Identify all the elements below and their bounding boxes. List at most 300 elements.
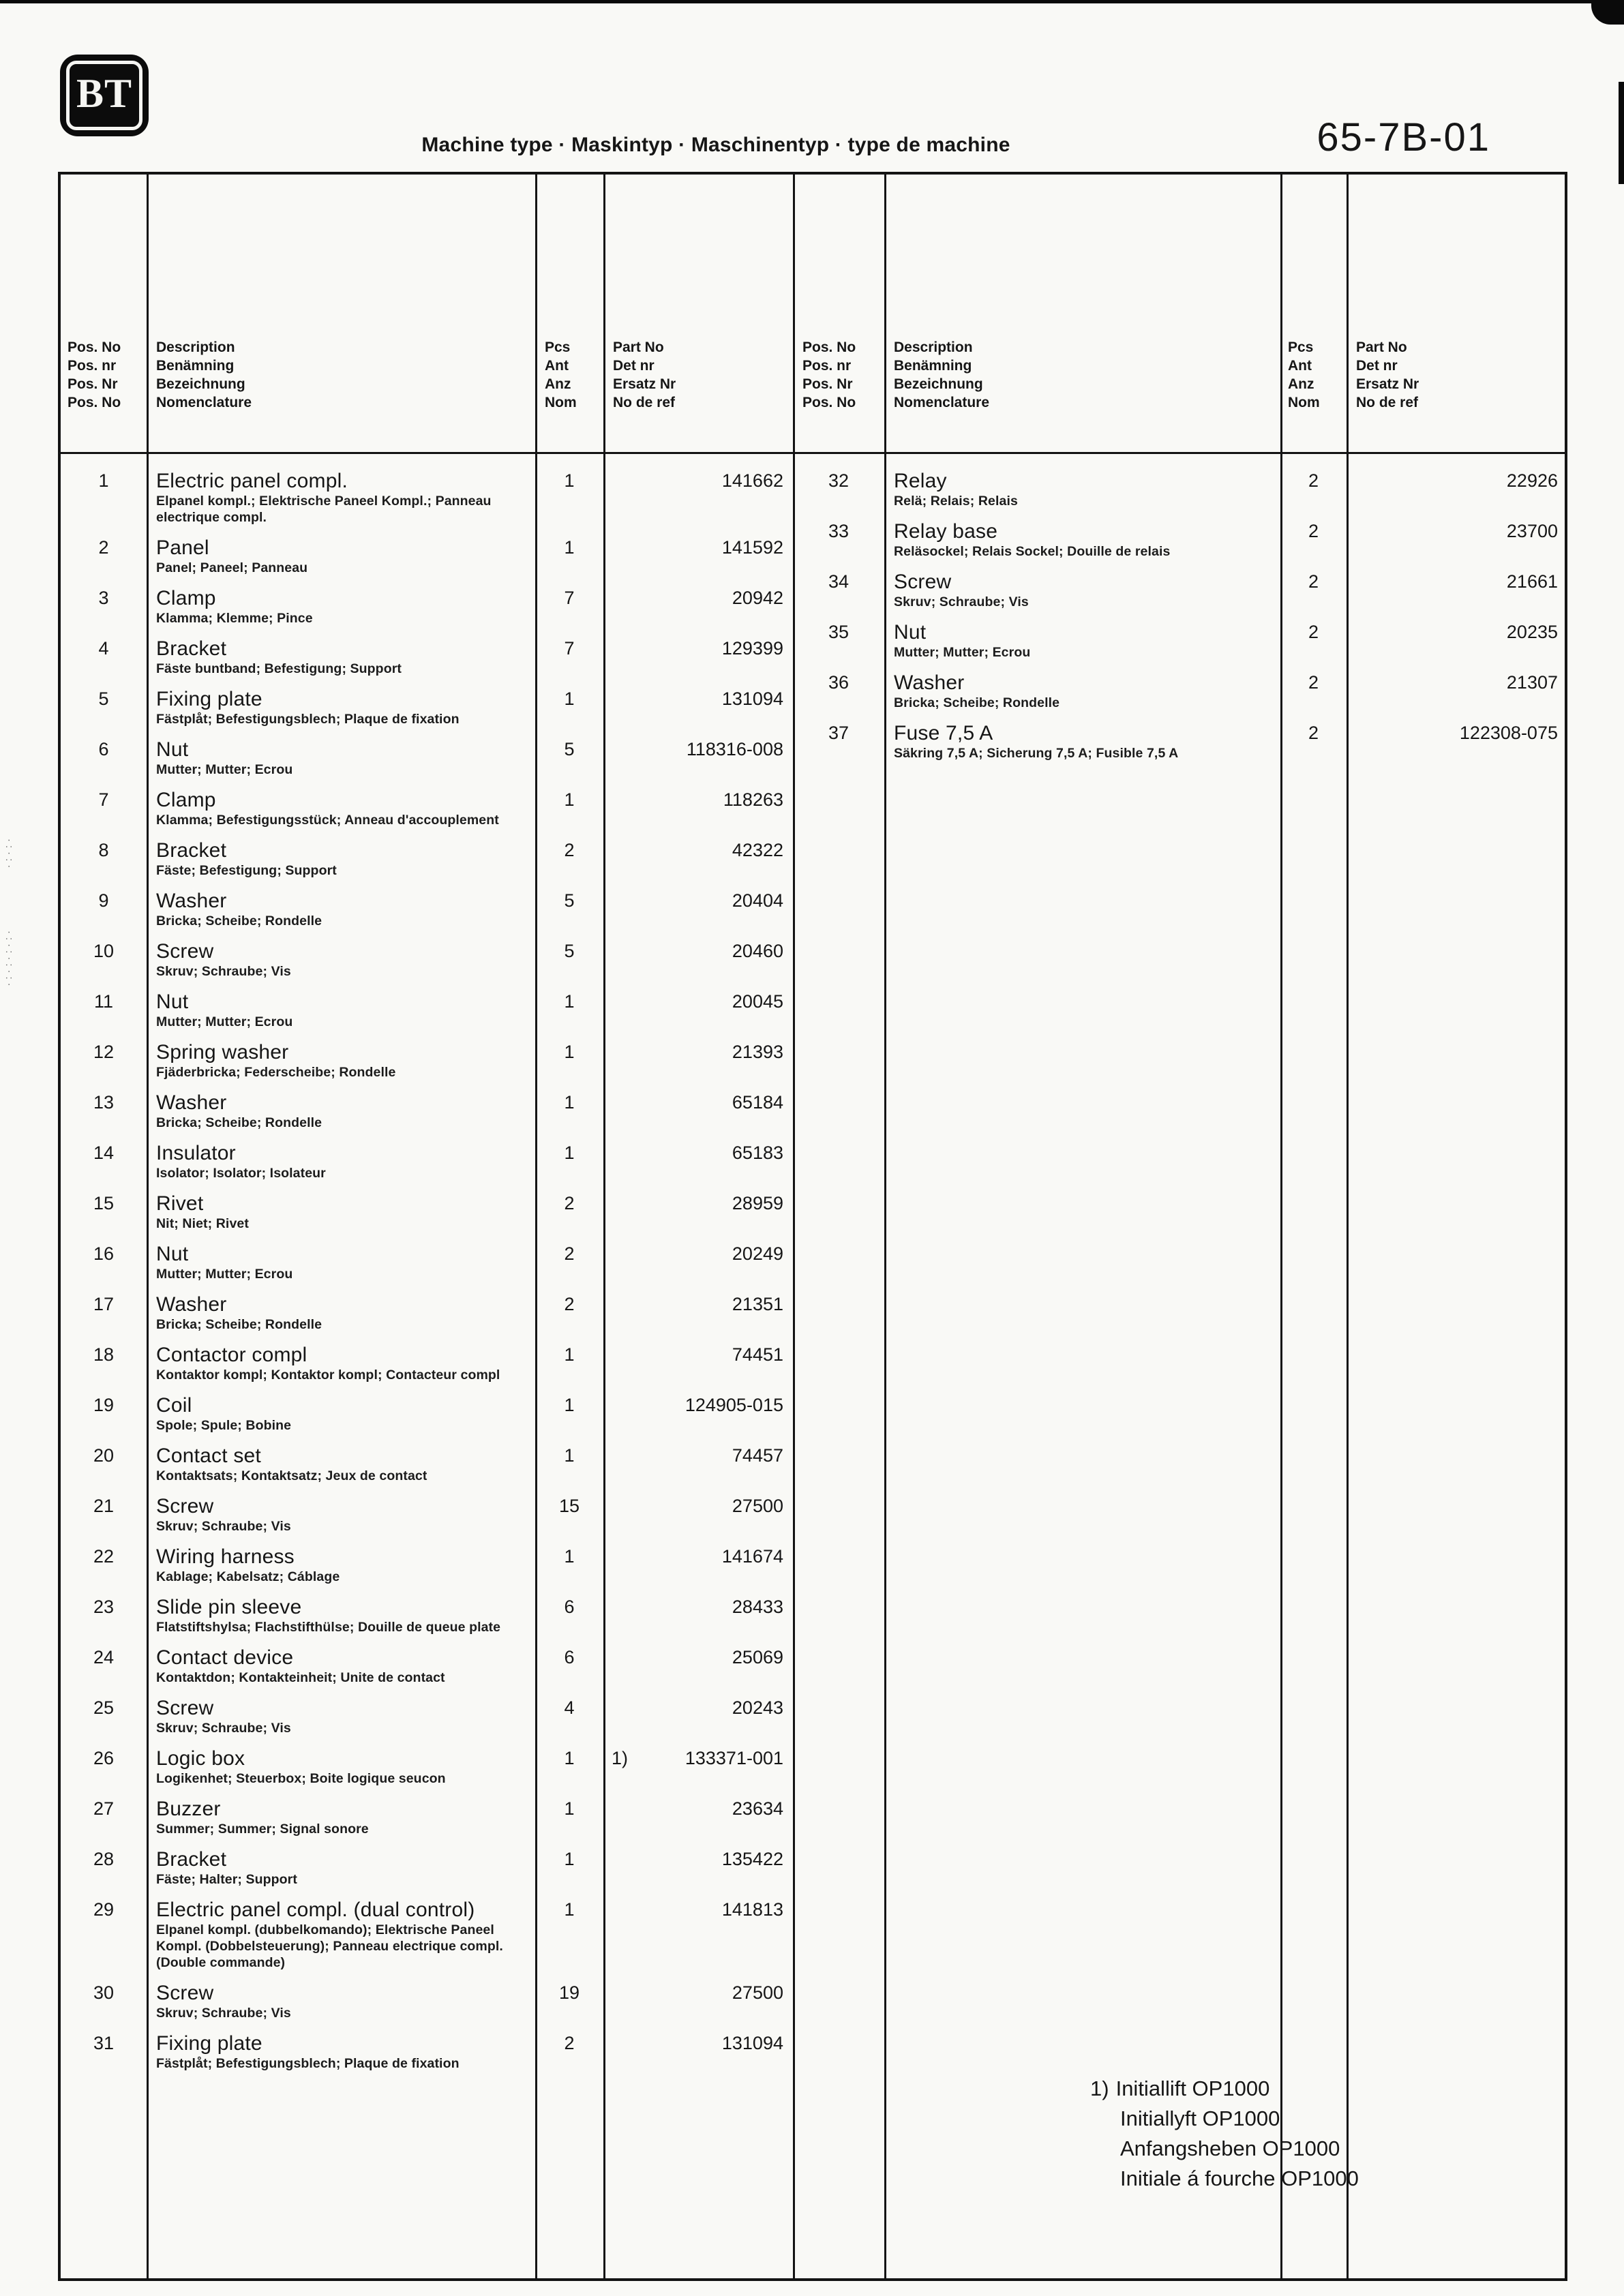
pos-no: 32 bbox=[828, 470, 849, 491]
part-number-cell bbox=[1347, 721, 1567, 761]
part-name: Clamp bbox=[156, 587, 216, 609]
pos-no: 11 bbox=[93, 991, 114, 1012]
part-name: Relay base bbox=[894, 520, 998, 543]
part-name: Fixing plate bbox=[156, 2032, 262, 2055]
part-name: Bracket bbox=[156, 637, 227, 660]
table-row bbox=[61, 1797, 793, 1837]
part-name: Contact set bbox=[156, 1445, 261, 1467]
description-cell bbox=[147, 1393, 535, 1434]
part-name: Relay bbox=[894, 470, 947, 492]
part-subtitle: Mutter; Mutter; Ecrou bbox=[156, 762, 293, 777]
pos-no: 22 bbox=[93, 1546, 115, 1567]
description-cell bbox=[147, 1242, 535, 1282]
part-name: Contactor compl bbox=[156, 1344, 307, 1366]
quantity: 2 bbox=[1308, 672, 1319, 693]
pos-no: 21 bbox=[93, 1496, 115, 1516]
description-cell bbox=[147, 738, 535, 778]
table-row bbox=[61, 1242, 793, 1282]
quantity: 2 bbox=[564, 2033, 575, 2053]
part-number: 141592 bbox=[721, 537, 783, 558]
part-number-cell bbox=[603, 889, 793, 929]
part-number: 118316-008 bbox=[686, 739, 783, 759]
part-name: Panel bbox=[156, 537, 209, 559]
table-row bbox=[61, 469, 793, 526]
part-number-cell bbox=[603, 1847, 793, 1888]
table-row bbox=[61, 1141, 793, 1181]
pos-no: 28 bbox=[93, 1849, 115, 1869]
parts-rows-left bbox=[61, 469, 793, 2082]
description-cell bbox=[147, 1847, 535, 1888]
header-pos-right: Pos. No Pos. nr Pos. Nr Pos. No bbox=[802, 339, 856, 410]
part-name: Contact device bbox=[156, 1646, 294, 1669]
table-row bbox=[61, 2031, 793, 2072]
pos-no: 20 bbox=[93, 1445, 115, 1466]
part-number-cell bbox=[603, 1545, 793, 1585]
table-row bbox=[61, 1747, 793, 1787]
part-subtitle: Fäste; Befestigung; Support bbox=[156, 863, 337, 878]
pos-no: 18 bbox=[93, 1344, 115, 1365]
part-number-cell bbox=[603, 1797, 793, 1837]
table-row bbox=[61, 1898, 793, 1971]
part-number-cell bbox=[1347, 570, 1567, 610]
part-number: 27500 bbox=[732, 1496, 783, 1516]
quantity: 1 bbox=[564, 1042, 575, 1062]
part-number: 42322 bbox=[732, 840, 783, 860]
part-number-cell bbox=[603, 1898, 793, 1971]
description-cell bbox=[884, 469, 1280, 509]
quantity: 1 bbox=[564, 1899, 575, 1920]
pos-no: 1 bbox=[98, 470, 109, 491]
table-row bbox=[61, 839, 793, 879]
part-number: 21393 bbox=[732, 1042, 783, 1062]
part-number: 28433 bbox=[732, 1597, 783, 1617]
part-name: Washer bbox=[156, 890, 227, 912]
part-name: Wiring harness bbox=[156, 1545, 295, 1568]
quantity: 1 bbox=[564, 537, 575, 558]
pos-no: 4 bbox=[98, 638, 109, 659]
quantity: 2 bbox=[564, 840, 575, 860]
pos-no: 19 bbox=[93, 1395, 115, 1415]
description-cell bbox=[147, 469, 535, 526]
part-subtitle: Bricka; Scheibe; Rondelle bbox=[156, 913, 322, 928]
part-number: 28959 bbox=[732, 1193, 783, 1213]
quantity: 2 bbox=[564, 1294, 575, 1314]
quantity: 19 bbox=[558, 1982, 580, 2003]
part-number: 118263 bbox=[723, 789, 783, 810]
table-row bbox=[61, 1192, 793, 1232]
part-number-cell bbox=[1347, 671, 1567, 711]
part-number-cell bbox=[603, 1981, 793, 2021]
part-number: 20404 bbox=[732, 890, 783, 911]
pos-no: 35 bbox=[828, 622, 849, 642]
part-subtitle: Kontaktor kompl; Kontaktor kompl; Contacteur compl bbox=[156, 1368, 500, 1383]
pos-no: 36 bbox=[828, 672, 849, 693]
part-number-cell bbox=[603, 586, 793, 626]
part-name: Nut bbox=[156, 738, 189, 761]
table-row bbox=[793, 620, 1567, 661]
table-row bbox=[61, 536, 793, 576]
part-name: Screw bbox=[156, 940, 214, 963]
pos-no: 5 bbox=[98, 689, 109, 709]
quantity: 2 bbox=[1308, 521, 1319, 541]
description-cell bbox=[147, 1343, 535, 1383]
pos-no: 7 bbox=[98, 789, 109, 810]
part-number: 74451 bbox=[732, 1344, 783, 1365]
table-row bbox=[61, 1545, 793, 1585]
part-name: Insulator bbox=[156, 1142, 236, 1164]
description-cell bbox=[147, 939, 535, 980]
part-number: 124905-015 bbox=[685, 1395, 783, 1415]
quantity: 1 bbox=[564, 1143, 575, 1163]
pos-no: 34 bbox=[828, 571, 849, 592]
pos-no: 26 bbox=[93, 1748, 115, 1768]
pos-no: 6 bbox=[98, 739, 109, 759]
pos-no: 17 bbox=[93, 1294, 115, 1314]
description-cell bbox=[147, 1696, 535, 1736]
part-subtitle: Säkring 7,5 A; Sicherung 7,5 A; Fusible 7,5 A bbox=[894, 746, 1179, 761]
description-cell bbox=[147, 687, 535, 727]
part-subtitle: Skruv; Schraube; Vis bbox=[894, 594, 1029, 609]
pos-no: 15 bbox=[93, 1193, 115, 1213]
part-subtitle: Summer; Summer; Signal sonore bbox=[156, 1822, 369, 1837]
pos-no: 13 bbox=[93, 1092, 115, 1113]
part-number: 25069 bbox=[732, 1647, 783, 1667]
quantity: 1 bbox=[564, 1546, 575, 1567]
part-number: 20235 bbox=[1506, 622, 1558, 642]
pos-no: 23 bbox=[93, 1597, 115, 1617]
quantity: 2 bbox=[1308, 470, 1319, 491]
parts-rows-right bbox=[793, 469, 1567, 772]
description-cell bbox=[884, 620, 1280, 661]
description-cell bbox=[147, 1981, 535, 2021]
part-number-cell bbox=[603, 1242, 793, 1282]
part-number-cell bbox=[603, 1040, 793, 1081]
part-number-cell bbox=[603, 1141, 793, 1181]
description-cell bbox=[884, 519, 1280, 560]
description-cell bbox=[147, 1040, 535, 1081]
pos-no: 29 bbox=[93, 1899, 115, 1920]
header-divider bbox=[61, 452, 1565, 454]
quantity: 5 bbox=[564, 890, 575, 911]
part-number-cell bbox=[603, 1646, 793, 1686]
part-name: Nut bbox=[156, 991, 189, 1013]
part-subtitle: Mutter; Mutter; Ecrou bbox=[894, 645, 1031, 660]
part-subtitle: Isolator; Isolator; Isolateur bbox=[156, 1166, 326, 1181]
part-number-cell bbox=[603, 788, 793, 828]
pos-no: 31 bbox=[93, 2033, 115, 2053]
header-part-right: Part No Det nr Ersatz Nr No de ref bbox=[1356, 339, 1419, 410]
description-cell bbox=[884, 721, 1280, 761]
part-subtitle: Klamma; Befestigungsstück; Anneau d'accouplement bbox=[156, 813, 499, 828]
quantity: 2 bbox=[564, 1193, 575, 1213]
pos-no: 14 bbox=[93, 1143, 115, 1163]
quantity: 2 bbox=[1308, 571, 1319, 592]
part-number-cell bbox=[603, 1091, 793, 1131]
table-row bbox=[61, 1343, 793, 1383]
bt-logo-frame bbox=[66, 61, 142, 130]
description-cell bbox=[147, 1898, 535, 1971]
table-row bbox=[61, 1040, 793, 1081]
part-number-cell bbox=[603, 1747, 793, 1787]
part-number: 21307 bbox=[1506, 672, 1558, 693]
quantity: 1 bbox=[564, 1798, 575, 1819]
part-number: 129399 bbox=[721, 638, 783, 659]
part-name: Logic box bbox=[156, 1747, 245, 1770]
table-row bbox=[61, 1847, 793, 1888]
description-cell bbox=[147, 839, 535, 879]
quantity: 2 bbox=[1308, 622, 1319, 642]
header-description-right: Description Benämning Bezeichnung Nomenclature bbox=[894, 339, 990, 410]
part-name: Clamp bbox=[156, 789, 216, 811]
part-name: Coil bbox=[156, 1394, 192, 1417]
description-cell bbox=[884, 671, 1280, 711]
part-subtitle: Relä; Relais; Relais bbox=[894, 494, 1018, 509]
part-subtitle: Fäste buntband; Befestigung; Support bbox=[156, 661, 402, 676]
part-number: 21351 bbox=[732, 1294, 783, 1314]
quantity: 1 bbox=[564, 1445, 575, 1466]
part-number: 141674 bbox=[721, 1546, 783, 1567]
table-row bbox=[61, 939, 793, 980]
part-number-cell bbox=[603, 990, 793, 1030]
part-number-cell bbox=[603, 2031, 793, 2072]
description-cell bbox=[147, 1747, 535, 1787]
part-subtitle: Flatstiftshylsa; Flachstifthülse; Douille de queue plate bbox=[156, 1620, 501, 1635]
table-row bbox=[793, 469, 1567, 509]
header-pcs-right: Pcs Ant Anz Nom bbox=[1288, 339, 1320, 410]
part-subtitle: Logikenhet; Steuerbox; Boite logique seucon bbox=[156, 1771, 446, 1786]
table-row bbox=[793, 570, 1567, 610]
footnote-line: Initiallyft OP1000 bbox=[1120, 2106, 1280, 2130]
part-number-cell bbox=[603, 1595, 793, 1635]
part-subtitle: Spole; Spule; Bobine bbox=[156, 1418, 292, 1433]
part-number-cell bbox=[1347, 519, 1567, 560]
part-number: 122308-075 bbox=[1459, 723, 1558, 743]
part-number-cell bbox=[603, 536, 793, 576]
part-number: 133371-001 bbox=[685, 1748, 783, 1768]
quantity: 6 bbox=[564, 1597, 575, 1617]
part-subtitle: Nit; Niet; Rivet bbox=[156, 1216, 249, 1231]
pos-no: 27 bbox=[93, 1798, 115, 1819]
part-name: Fixing plate bbox=[156, 688, 262, 710]
header-description-left: Description Benämning Bezeichnung Nomenclature bbox=[156, 339, 252, 410]
quantity: 1 bbox=[564, 1344, 575, 1365]
part-subtitle: Skruv; Schraube; Vis bbox=[156, 964, 291, 979]
description-cell bbox=[147, 889, 535, 929]
table-row bbox=[61, 1981, 793, 2021]
description-cell bbox=[147, 1494, 535, 1535]
header-pos-left: Pos. No Pos. nr Pos. Nr Pos. No bbox=[67, 339, 121, 410]
parts-table bbox=[58, 172, 1567, 2281]
description-cell bbox=[147, 2031, 535, 2072]
pos-no: 16 bbox=[93, 1243, 115, 1264]
pos-no: 2 bbox=[98, 537, 109, 558]
part-subtitle: Fästplåt; Befestigungsblech; Plaque de fixation bbox=[156, 2056, 460, 2071]
part-subtitle: Bricka; Scheibe; Rondelle bbox=[156, 1317, 322, 1332]
part-number-cell bbox=[1347, 620, 1567, 661]
part-name: Screw bbox=[894, 571, 952, 593]
part-number: 74457 bbox=[732, 1445, 783, 1466]
pos-no: 3 bbox=[98, 588, 109, 608]
part-number-cell bbox=[603, 637, 793, 677]
part-number: 20045 bbox=[732, 991, 783, 1012]
table-row bbox=[61, 637, 793, 677]
part-number-cell bbox=[603, 687, 793, 727]
pos-no: 33 bbox=[828, 521, 849, 541]
description-cell bbox=[147, 1545, 535, 1585]
part-subtitle: Fjäderbricka; Federscheibe; Rondelle bbox=[156, 1065, 396, 1080]
footnote-line: Initiale á fourche OP1000 bbox=[1120, 2166, 1359, 2190]
part-subtitle: Fästplåt; Befestigungsblech; Plaque de fixation bbox=[156, 712, 460, 727]
bt-logo bbox=[60, 55, 149, 136]
part-name: Rivet bbox=[156, 1192, 204, 1215]
description-cell bbox=[147, 1797, 535, 1837]
part-subtitle: Kontaktdon; Kontakteinheit; Unite de contact bbox=[156, 1670, 445, 1685]
table-row bbox=[793, 519, 1567, 560]
part-name: Screw bbox=[156, 1697, 214, 1719]
table-row bbox=[793, 671, 1567, 711]
quantity: 1 bbox=[564, 1748, 575, 1768]
pos-no: 24 bbox=[93, 1647, 115, 1667]
quantity: 7 bbox=[564, 638, 575, 659]
part-number: 65184 bbox=[732, 1092, 783, 1113]
part-number: 21661 bbox=[1506, 571, 1558, 592]
scan-edge-top bbox=[0, 0, 1624, 3]
part-subtitle: Bricka; Scheibe; Rondelle bbox=[156, 1115, 322, 1130]
table-row bbox=[61, 1293, 793, 1333]
scan-edge-right bbox=[1619, 82, 1624, 184]
part-name: Bracket bbox=[156, 839, 227, 862]
part-subtitle: Fäste; Halter; Support bbox=[156, 1872, 297, 1887]
part-subtitle: Klamma; Klemme; Pince bbox=[156, 611, 313, 626]
table-row bbox=[61, 1696, 793, 1736]
table-row bbox=[61, 687, 793, 727]
part-subtitle: Skruv; Schraube; Vis bbox=[156, 1519, 291, 1534]
quantity: 5 bbox=[564, 941, 575, 961]
part-name: Nut bbox=[894, 621, 927, 644]
table-row bbox=[61, 1494, 793, 1535]
part-number: 20249 bbox=[732, 1243, 783, 1264]
part-subtitle: Bricka; Scheibe; Rondelle bbox=[894, 695, 1060, 710]
part-subtitle: Mutter; Mutter; Ecrou bbox=[156, 1014, 293, 1029]
footnote bbox=[1090, 2074, 1359, 2194]
part-name: Washer bbox=[894, 671, 965, 694]
description-cell bbox=[147, 1444, 535, 1484]
pos-no: 9 bbox=[98, 890, 109, 911]
quantity: 1 bbox=[564, 470, 575, 491]
part-name: Fuse 7,5 A bbox=[894, 722, 993, 744]
quantity: 5 bbox=[564, 739, 575, 759]
quantity: 7 bbox=[564, 588, 575, 608]
table-row bbox=[61, 788, 793, 828]
quantity: 1 bbox=[564, 689, 575, 709]
part-number: 20942 bbox=[732, 588, 783, 608]
quantity: 1 bbox=[564, 991, 575, 1012]
document-number: 65-7B-01 bbox=[1317, 115, 1490, 160]
description-cell bbox=[147, 1595, 535, 1635]
margin-annotation: ·:·:· bbox=[3, 835, 14, 868]
part-number-cell bbox=[603, 738, 793, 778]
table-row bbox=[61, 1091, 793, 1131]
pos-no: 12 bbox=[93, 1042, 115, 1062]
pos-no: 25 bbox=[93, 1697, 115, 1718]
machine-type-label: Machine type · Maskintyp · Maschinentyp · type de machine bbox=[421, 134, 1010, 156]
header-pcs-left: Pcs Ant Anz Nom bbox=[545, 339, 577, 410]
quantity: 4 bbox=[564, 1697, 575, 1718]
part-number-cell bbox=[603, 1343, 793, 1383]
pos-no: 30 bbox=[93, 1982, 115, 2003]
table-row bbox=[61, 586, 793, 626]
part-subtitle: Mutter; Mutter; Ecrou bbox=[156, 1267, 293, 1282]
part-name: Spring washer bbox=[156, 1041, 289, 1063]
part-name: Buzzer bbox=[156, 1798, 221, 1820]
header-part-left: Part No Det nr Ersatz Nr No de ref bbox=[613, 339, 676, 410]
part-number-cell bbox=[603, 1192, 793, 1232]
part-subtitle: Panel; Paneel; Panneau bbox=[156, 560, 308, 575]
footnote-marker: 1) bbox=[612, 1748, 629, 1768]
description-cell bbox=[147, 1091, 535, 1131]
part-number: 65183 bbox=[732, 1143, 783, 1163]
description-cell bbox=[147, 536, 535, 576]
part-number-cell bbox=[603, 469, 793, 526]
pos-no: 37 bbox=[828, 723, 849, 743]
description-cell bbox=[147, 788, 535, 828]
part-number-cell bbox=[603, 939, 793, 980]
part-number: 131094 bbox=[721, 689, 783, 709]
table-row bbox=[61, 1595, 793, 1635]
description-cell bbox=[147, 586, 535, 626]
table-row bbox=[61, 1393, 793, 1434]
part-number-cell bbox=[603, 1696, 793, 1736]
quantity: 2 bbox=[1308, 723, 1319, 743]
part-subtitle: Kontaktsats; Kontaktsatz; Jeux de contact bbox=[156, 1468, 427, 1483]
quantity: 15 bbox=[558, 1496, 580, 1516]
description-cell bbox=[884, 570, 1280, 610]
part-name: Washer bbox=[156, 1091, 227, 1114]
quantity: 1 bbox=[564, 1395, 575, 1415]
part-name: Nut bbox=[156, 1243, 189, 1265]
part-subtitle: Skruv; Schraube; Vis bbox=[156, 1721, 291, 1736]
pos-no: 8 bbox=[98, 840, 109, 860]
quantity: 1 bbox=[564, 1849, 575, 1869]
pos-no: 10 bbox=[93, 941, 115, 961]
part-name: Electric panel compl. (dual control) bbox=[156, 1899, 475, 1921]
part-subtitle: Kablage; Kabelsatz; Cáblage bbox=[156, 1569, 340, 1584]
part-number: 141813 bbox=[721, 1899, 783, 1920]
table-row bbox=[61, 1646, 793, 1686]
description-cell bbox=[147, 1192, 535, 1232]
table-row bbox=[61, 1444, 793, 1484]
part-number-cell bbox=[1347, 469, 1567, 509]
part-name: Washer bbox=[156, 1293, 227, 1316]
part-number: 23634 bbox=[732, 1798, 783, 1819]
part-number-cell bbox=[603, 1293, 793, 1333]
part-subtitle: Elpanel kompl.; Elektrische Paneel Kompl.; Panneau electrique compl. bbox=[156, 494, 492, 525]
part-number: 20243 bbox=[732, 1697, 783, 1718]
description-cell bbox=[147, 990, 535, 1030]
quantity: 1 bbox=[564, 1092, 575, 1113]
part-number-cell bbox=[603, 1393, 793, 1434]
quantity: 1 bbox=[564, 789, 575, 810]
part-subtitle: Reläsockel; Relais Sockel; Douille de relais bbox=[894, 544, 1171, 559]
description-cell bbox=[147, 1646, 535, 1686]
part-number-cell bbox=[603, 1494, 793, 1535]
scan-edge-corner bbox=[1591, 0, 1624, 25]
quantity: 6 bbox=[564, 1647, 575, 1667]
part-number: 23700 bbox=[1506, 521, 1558, 541]
part-name: Bracket bbox=[156, 1848, 227, 1871]
table-row bbox=[61, 889, 793, 929]
footnote-marker: 1) bbox=[1090, 2076, 1109, 2100]
